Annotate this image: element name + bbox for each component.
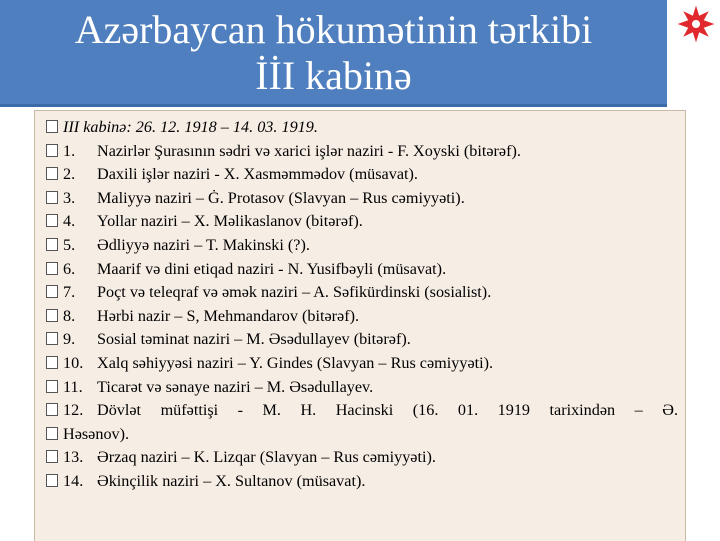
list-item: III kabinə: 26. 12. 1918 – 14. 03. 1919. — [46, 116, 678, 140]
checkbox-bullet-icon — [46, 309, 58, 322]
list-item: 7. Poçt və teleqraf və əmək naziri – A. Səfikürdinski (sosialist). — [46, 281, 678, 305]
list-item: 11. Ticarət və sənaye naziri – M. Əsədullayev. — [46, 376, 678, 400]
list-item: 12. Dövlət müfəttişi - M. H. Hacinski (16. 01. 1919 tarixindən – Ə. — [46, 399, 678, 423]
red-star-icon — [675, 3, 717, 45]
checkbox-bullet-icon — [46, 450, 58, 463]
checkbox-bullet-icon — [46, 144, 58, 157]
checkbox-bullet-icon — [46, 332, 58, 345]
checkbox-bullet-icon — [46, 403, 58, 416]
list-item: Həsənov). — [46, 423, 678, 447]
list-item: 10. Xalq səhiyyəsi naziri – Y. Gindes (Slavyan – Rus cəmiyyəti). — [46, 352, 678, 376]
list-item: 1. Nazirlər Şurasının sədri və xarici işlər naziri - F. Xoyski (bitərəf). — [46, 140, 678, 164]
page-title-line2: İİI kabinə — [255, 53, 412, 98]
checkbox-bullet-icon — [46, 167, 58, 180]
checkbox-bullet-icon — [46, 285, 58, 298]
checkbox-bullet-icon — [46, 262, 58, 275]
list-item: 2. Daxili işlər naziri - X. Xasməmmədov (müsavat). — [46, 163, 678, 187]
checkbox-bullet-icon — [46, 474, 58, 487]
list-item: 13. Ərzaq naziri – K. Lizqar (Slavyan – Rus cəmiyyəti). — [46, 446, 678, 470]
checkbox-bullet-icon — [46, 356, 58, 369]
checkbox-bullet-icon — [46, 191, 58, 204]
checkbox-bullet-icon — [46, 120, 58, 133]
cabinet-list — [46, 116, 678, 494]
list-item: 5. Ədliyyə naziri – T. Makinski (?). — [46, 234, 678, 258]
list-item: 9. Sosial təminat naziri – M. Əsədullayev (bitərəf). — [46, 328, 678, 352]
list-item: 4. Yollar naziri – X. Məlikaslanov (bitərəf). — [46, 210, 678, 234]
checkbox-bullet-icon — [46, 214, 58, 227]
page-title-line1: Azərbaycan hökumətinin tərkibi — [74, 7, 593, 52]
list-item: 3. Maliyyə naziri – Ġ. Protasov (Slavyan – Rus cəmiyyəti). — [46, 187, 678, 211]
list-item: 8. Hərbi nazir – S, Mehmandarov (bitərəf). — [46, 305, 678, 329]
checkbox-bullet-icon — [46, 427, 58, 440]
list-item: 14. Əkinçilik naziri – X. Sultanov (müsavat). — [46, 470, 678, 494]
header — [0, 0, 720, 108]
list-item: 6. Maarif və dini etiqad naziri - N. Yusifbəyli (müsavat). — [46, 258, 678, 282]
checkbox-bullet-icon — [46, 380, 58, 393]
checkbox-bullet-icon — [46, 238, 58, 251]
